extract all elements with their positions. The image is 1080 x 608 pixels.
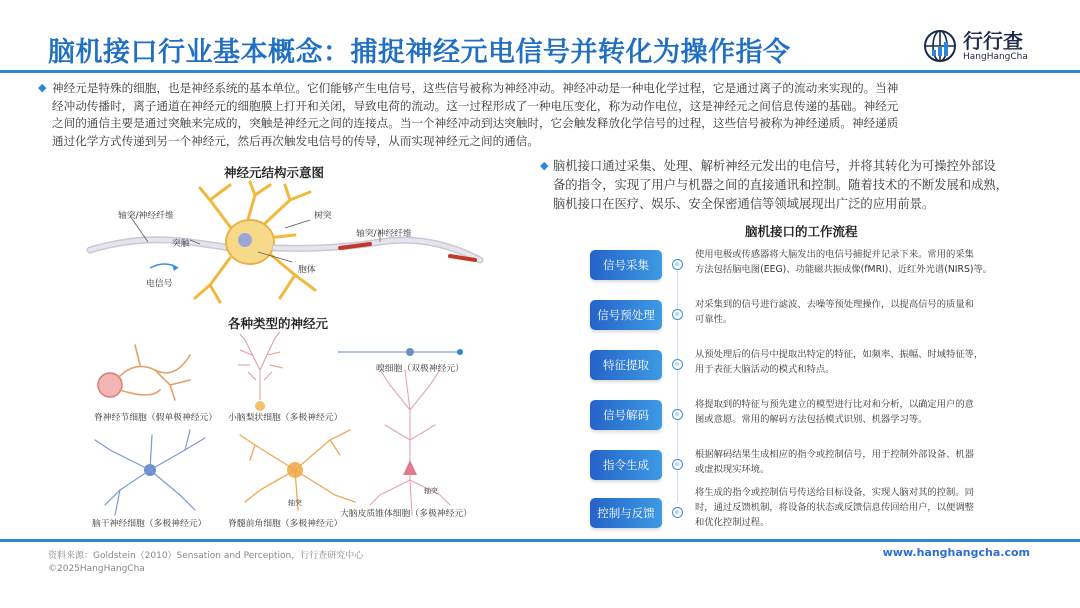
- step-label: 信号预处理: [590, 300, 662, 330]
- step-dot-icon: [672, 459, 683, 470]
- label-electric-signal: 电信号: [146, 279, 173, 289]
- page-title: 脑机接口行业基本概念：捕捉神经元电信号并转化为操作指令: [48, 37, 791, 68]
- workflow-title: 脑机接口的工作流程: [745, 224, 858, 239]
- label-axon-right: 轴突/神经纤维: [356, 229, 412, 239]
- footer-rule: [0, 539, 1080, 542]
- step-dot-icon: [672, 259, 683, 270]
- workflow-step-feature-extraction: [590, 345, 1040, 385]
- intro-line: 之间的通信主要是通过突触来完成的，突触是神经元之间的连接点。当一个神经冲动到达突触时，它会触发释放化学信号的过程，这些信号被称为神经递质。神经递质: [52, 116, 899, 130]
- step-desc-line: 或虚拟现实环境。: [695, 464, 770, 475]
- website-link[interactable]: www.hanghangcha.com: [882, 546, 1030, 559]
- step-desc-line: 将生成的指令或控制信号传送给目标设备，实现人脑对其的控制。同: [695, 487, 974, 498]
- step-dot-icon: [672, 507, 683, 518]
- bci-line: 备的指令，实现了用户与机器之间的直接通讯和控制。随着技术的不断发展和成熟，: [553, 178, 1008, 192]
- step-desc-line: 图或意愿。常用的解码方法包括模式识别、机器学习等。: [695, 414, 928, 425]
- diamond-bullet-icon: ◆: [38, 81, 47, 94]
- label-synapse: 突触: [172, 239, 190, 249]
- step-dot-icon: [672, 359, 683, 370]
- step-description: [695, 485, 1005, 530]
- step-desc-line: 用于表征大脑活动的模式和特点。: [695, 364, 835, 375]
- logo-name: 行行查: [963, 28, 1023, 53]
- label-soma: 胞体: [298, 265, 316, 275]
- label-axon-a: 轴突: [288, 499, 302, 507]
- step-label: 信号解码: [590, 400, 662, 430]
- step-dot-icon: [672, 409, 683, 420]
- step-description: [695, 297, 1005, 327]
- label-brainstem: 脑干神经细胞（多极神经元）: [92, 519, 207, 529]
- label-axon-b: 轴突: [424, 487, 438, 495]
- step-description: [695, 447, 1005, 477]
- neuron-diagram-title: 神经元结构示意图: [224, 165, 325, 180]
- label-olfactory: 嗅细胞（双极神经元）: [376, 364, 464, 374]
- logo-name-en: HangHangCha: [963, 51, 1028, 62]
- workflow-step-decoding: [590, 395, 1040, 435]
- step-label: 控制与反馈: [590, 498, 662, 528]
- logo[interactable]: [922, 28, 1028, 64]
- workflow-step-signal-acquisition: [590, 245, 1040, 285]
- step-desc-line: 根据解码结果生成相应的指令或控制信号，用于控制外部设备、机器: [695, 449, 974, 460]
- label-spinal-ganglion: 脊神经节细胞（假单极神经元）: [94, 413, 218, 423]
- intro-line: 经冲动传播时，离子通道在神经元的细胞膜上打开和关闭，导致电荷的流动。这一过程形成了一种电压变化，称为动作电位，这是神经元之间信息传递的基础。神经元: [52, 98, 899, 113]
- neuron-types-title: 各种类型的神经元: [228, 316, 329, 331]
- step-desc-line: 使用电极或传感器将大脑发出的电信号捕捉并记录下来。常用的采集: [695, 249, 974, 260]
- neuron-structure-diagram: [80, 180, 500, 310]
- label-pyramidal: 大脑皮质锥体细胞（多极神经元）: [340, 509, 472, 519]
- step-label: 特征提取: [590, 350, 662, 380]
- step-desc-line: 方法包括脑电图(EEG)、功能磁共振成像(fMRI)、近红外光谱(NIRS)等。: [695, 264, 993, 275]
- step-dot-icon: [672, 309, 683, 320]
- step-desc-line: 可靠性。: [695, 314, 733, 325]
- label-axon-left: 轴突/神经纤维: [118, 211, 174, 221]
- bci-paragraph: [553, 157, 1039, 214]
- intro-line: 神经元是特殊的细胞，也是神经系统的基本单位。它们能够产生电信号，这些信号被称为神经冲动。神经冲动是一种电化学过程，它是通过离子的流动来实现的。当神: [52, 81, 899, 95]
- intro-line: 通过化学方式传递到另一个神经元，然后再次触发电信号的传导，从而实现神经元之间的通信。: [52, 133, 539, 148]
- intro-paragraph: [52, 80, 1037, 150]
- header-rule: [0, 70, 1080, 73]
- step-desc-line: 和优化控制过程。: [695, 517, 770, 528]
- label-dendrite: 树突: [314, 211, 332, 221]
- label-anterior-horn: 脊髓前角细胞（多极神经元）: [228, 519, 343, 529]
- step-description: [695, 247, 1005, 277]
- globe-logo-icon: [922, 28, 958, 64]
- step-label: 指令生成: [590, 450, 662, 480]
- copyright: ©2025HangHangCha: [48, 564, 145, 574]
- step-desc-line: 对采集到的信号进行滤波、去噪等预处理操作，以提高信号的质量和: [695, 299, 974, 310]
- step-desc-line: 从预处理后的信号中提取出特定的特征，如频率、振幅、时域特征等，: [695, 349, 984, 360]
- step-description: [695, 397, 1005, 427]
- diamond-bullet-icon: ◆: [540, 159, 549, 172]
- header: [0, 0, 1080, 70]
- step-description: [695, 347, 1005, 377]
- source-note: 资料来源：Goldstein（2010）Sensation and Perception，行行查研究中心: [48, 551, 364, 561]
- workflow-step-preprocessing: [590, 295, 1040, 335]
- workflow-step-control-feedback: [590, 487, 1040, 538]
- step-desc-line: 将提取到的特征与预先建立的模型进行比对和分析，以确定用户的意: [695, 399, 974, 410]
- bci-line: 脑机接口在医疗、娱乐、安全保密通信等领域展现出广泛的应用前景。: [553, 197, 935, 211]
- step-desc-line: 时，通过反馈机制，将设备的状态或反馈信息传回给用户，以便调整: [695, 502, 974, 513]
- label-purkinje: 小脑梨状细胞（多极神经元）: [228, 413, 343, 423]
- step-label: 信号采集: [590, 250, 662, 280]
- bci-line: 脑机接口通过采集、处理、解析神经元发出的电信号，并将其转化为可操控外部设: [553, 159, 996, 173]
- workflow-step-command-generation: [590, 445, 1040, 485]
